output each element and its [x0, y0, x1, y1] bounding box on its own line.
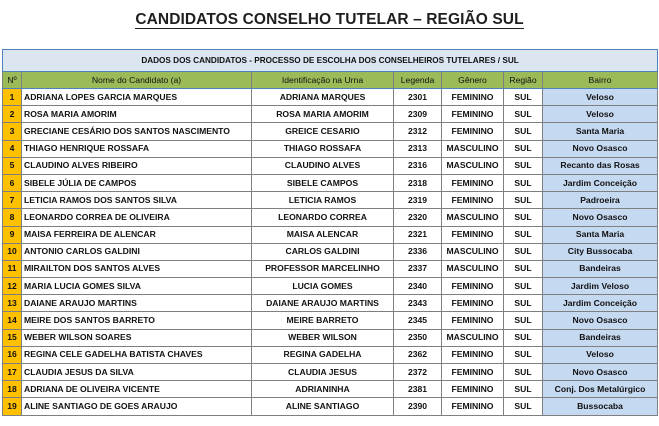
table-row: [3, 174, 658, 191]
header-urna: Identificação na Urna: [252, 72, 394, 89]
cell-bairro: City Bussocaba: [543, 243, 658, 260]
cell-num: 2: [3, 106, 22, 123]
cell-genero: FEMININO: [442, 123, 504, 140]
cell-regiao: SUL: [504, 312, 543, 329]
cell-num: 19: [3, 398, 22, 415]
cell-bairro: Bandeiras: [543, 329, 658, 346]
cell-name: CLAUDIA JESUS DA SILVA: [22, 364, 252, 381]
cell-name: GRECIANE CESÁRIO DOS SANTOS NASCIMENTO: [22, 123, 252, 140]
cell-num: 9: [3, 226, 22, 243]
cell-legenda: 2362: [394, 346, 442, 363]
cell-bairro: Bussocaba: [543, 398, 658, 415]
cell-regiao: SUL: [504, 243, 543, 260]
cell-name: ROSA MARIA AMORIM: [22, 106, 252, 123]
cell-legenda: 2372: [394, 364, 442, 381]
table-row: [3, 157, 658, 174]
cell-num: 8: [3, 209, 22, 226]
table-row: [3, 364, 658, 381]
cell-name: WEBER WILSON SOARES: [22, 329, 252, 346]
cell-name: DAIANE ARAUJO MARTINS: [22, 295, 252, 312]
cell-urna: ROSA MARIA AMORIM: [252, 106, 394, 123]
cell-genero: FEMININO: [442, 295, 504, 312]
cell-legenda: 2381: [394, 381, 442, 398]
cell-legenda: 2350: [394, 329, 442, 346]
cell-bairro: Novo Osasco: [543, 140, 658, 157]
header-bairro: Bairro: [543, 72, 658, 89]
cell-genero: FEMININO: [442, 174, 504, 191]
cell-urna: DAIANE ARAUJO MARTINS: [252, 295, 394, 312]
header-regiao: Região: [504, 72, 543, 89]
cell-name: MAISA FERREIRA DE ALENCAR: [22, 226, 252, 243]
cell-num: 11: [3, 260, 22, 277]
cell-regiao: SUL: [504, 398, 543, 415]
cell-urna: THIAGO ROSSAFA: [252, 140, 394, 157]
cell-name: THIAGO HENRIQUE ROSSAFA: [22, 140, 252, 157]
table-row: [3, 192, 658, 209]
cell-regiao: SUL: [504, 89, 543, 106]
table-row: [3, 226, 658, 243]
cell-regiao: SUL: [504, 226, 543, 243]
cell-bairro: Novo Osasco: [543, 364, 658, 381]
cell-name: LETICIA RAMOS DOS SANTOS SILVA: [22, 192, 252, 209]
table-row: [3, 140, 658, 157]
cell-num: 18: [3, 381, 22, 398]
cell-genero: FEMININO: [442, 89, 504, 106]
cell-regiao: SUL: [504, 295, 543, 312]
cell-name: ADRIANA LOPES GARCIA MARQUES: [22, 89, 252, 106]
cell-legenda: 2345: [394, 312, 442, 329]
cell-regiao: SUL: [504, 260, 543, 277]
cell-bairro: Novo Osasco: [543, 312, 658, 329]
cell-num: 5: [3, 157, 22, 174]
cell-num: 15: [3, 329, 22, 346]
cell-legenda: 2390: [394, 398, 442, 415]
table-row: [3, 398, 658, 415]
cell-bairro: Veloso: [543, 346, 658, 363]
cell-legenda: 2336: [394, 243, 442, 260]
cell-urna: CARLOS GALDINI: [252, 243, 394, 260]
cell-genero: MASCULINO: [442, 157, 504, 174]
cell-genero: MASCULINO: [442, 209, 504, 226]
cell-bairro: Padroeira: [543, 192, 658, 209]
cell-genero: FEMININO: [442, 106, 504, 123]
cell-legenda: 2321: [394, 226, 442, 243]
cell-bairro: Santa Maria: [543, 226, 658, 243]
cell-name: ANTONIO CARLOS GALDINI: [22, 243, 252, 260]
table-header-row: [3, 72, 658, 89]
cell-bairro: Jardim Conceição: [543, 295, 658, 312]
cell-bairro: Veloso: [543, 106, 658, 123]
cell-num: 13: [3, 295, 22, 312]
table-row: [3, 312, 658, 329]
cell-legenda: 2316: [394, 157, 442, 174]
cell-name: ADRIANA DE OLIVEIRA VICENTE: [22, 381, 252, 398]
cell-num: 4: [3, 140, 22, 157]
cell-urna: WEBER WILSON: [252, 329, 394, 346]
cell-genero: MASCULINO: [442, 329, 504, 346]
cell-regiao: SUL: [504, 364, 543, 381]
table-row: [3, 278, 658, 295]
cell-urna: PROFESSOR MARCELINHO: [252, 260, 394, 277]
header-name: Nome do Candidato (a): [22, 72, 252, 89]
cell-regiao: SUL: [504, 140, 543, 157]
cell-urna: GREICE CESARIO: [252, 123, 394, 140]
cell-legenda: 2343: [394, 295, 442, 312]
cell-urna: REGINA GADELHA: [252, 346, 394, 363]
cell-legenda: 2312: [394, 123, 442, 140]
page-title-text: CANDIDATOS CONSELHO TUTELAR – REGIÃO SUL: [135, 11, 524, 28]
cell-regiao: SUL: [504, 174, 543, 191]
table-row: [3, 260, 658, 277]
cell-name: LEONARDO CORREA DE OLIVEIRA: [22, 209, 252, 226]
table-row: [3, 106, 658, 123]
cell-legenda: 2318: [394, 174, 442, 191]
cell-genero: FEMININO: [442, 192, 504, 209]
table-row: [3, 329, 658, 346]
cell-num: 7: [3, 192, 22, 209]
cell-regiao: SUL: [504, 157, 543, 174]
table-row: [3, 243, 658, 260]
cell-urna: ALINE SANTIAGO: [252, 398, 394, 415]
cell-bairro: Santa Maria: [543, 123, 658, 140]
table-row: [3, 209, 658, 226]
cell-genero: MASCULINO: [442, 260, 504, 277]
cell-name: CLAUDINO ALVES RIBEIRO: [22, 157, 252, 174]
cell-urna: SIBELE CAMPOS: [252, 174, 394, 191]
cell-num: 3: [3, 123, 22, 140]
cell-bairro: Jardim Veloso: [543, 278, 658, 295]
cell-genero: FEMININO: [442, 364, 504, 381]
cell-urna: LUCIA GOMES: [252, 278, 394, 295]
cell-num: 1: [3, 89, 22, 106]
cell-legenda: 2319: [394, 192, 442, 209]
table-row: [3, 381, 658, 398]
cell-urna: CLAUDINO ALVES: [252, 157, 394, 174]
cell-bairro: Jardim Conceição: [543, 174, 658, 191]
header-num: Nº: [3, 72, 22, 89]
cell-legenda: 2301: [394, 89, 442, 106]
candidates-table: [2, 49, 658, 416]
cell-bairro: Novo Osasco: [543, 209, 658, 226]
cell-urna: ADRIANA MARQUES: [252, 89, 394, 106]
cell-urna: MAISA ALENCAR: [252, 226, 394, 243]
cell-urna: LETICIA RAMOS: [252, 192, 394, 209]
cell-regiao: SUL: [504, 278, 543, 295]
cell-regiao: SUL: [504, 123, 543, 140]
cell-regiao: SUL: [504, 381, 543, 398]
cell-genero: MASCULINO: [442, 243, 504, 260]
cell-legenda: 2337: [394, 260, 442, 277]
cell-regiao: SUL: [504, 209, 543, 226]
cell-name: ALINE SANTIAGO DE GOES ARAUJO: [22, 398, 252, 415]
page-title: [0, 11, 659, 29]
cell-legenda: 2313: [394, 140, 442, 157]
cell-legenda: 2340: [394, 278, 442, 295]
cell-num: 14: [3, 312, 22, 329]
cell-name: SIBELE JÚLIA DE CAMPOS: [22, 174, 252, 191]
table-row: [3, 295, 658, 312]
cell-bairro: Conj. Dos Metalúrgico: [543, 381, 658, 398]
table-row: [3, 123, 658, 140]
cell-urna: ADRIANINHA: [252, 381, 394, 398]
cell-urna: MEIRE BARRETO: [252, 312, 394, 329]
cell-num: 12: [3, 278, 22, 295]
cell-urna: CLAUDIA JESUS: [252, 364, 394, 381]
header-genero: Gênero: [442, 72, 504, 89]
cell-num: 6: [3, 174, 22, 191]
cell-regiao: SUL: [504, 192, 543, 209]
cell-genero: FEMININO: [442, 381, 504, 398]
table-row: [3, 89, 658, 106]
cell-bairro: Veloso: [543, 89, 658, 106]
cell-bairro: Bandeiras: [543, 260, 658, 277]
cell-genero: FEMININO: [442, 226, 504, 243]
cell-bairro: Recanto das Rosas: [543, 157, 658, 174]
cell-legenda: 2320: [394, 209, 442, 226]
table-caption: DADOS DOS CANDIDATOS - PROCESSO DE ESCOLHA DOS CONSELHEIROS TUTELARES / SUL: [3, 50, 658, 72]
cell-regiao: SUL: [504, 106, 543, 123]
cell-urna: LEONARDO CORREA: [252, 209, 394, 226]
cell-name: MARIA LUCIA GOMES SILVA: [22, 278, 252, 295]
cell-genero: FEMININO: [442, 346, 504, 363]
cell-legenda: 2309: [394, 106, 442, 123]
cell-regiao: SUL: [504, 346, 543, 363]
cell-genero: FEMININO: [442, 398, 504, 415]
cell-name: MEIRE DOS SANTOS BARRETO: [22, 312, 252, 329]
header-legenda: Legenda: [394, 72, 442, 89]
cell-genero: FEMININO: [442, 278, 504, 295]
cell-regiao: SUL: [504, 329, 543, 346]
cell-name: REGINA CELE GADELHA BATISTA CHAVES: [22, 346, 252, 363]
cell-name: MIRAILTON DOS SANTOS ALVES: [22, 260, 252, 277]
cell-num: 17: [3, 364, 22, 381]
cell-genero: FEMININO: [442, 312, 504, 329]
cell-num: 10: [3, 243, 22, 260]
table-row: [3, 346, 658, 363]
table-caption-row: [3, 50, 658, 72]
cell-num: 16: [3, 346, 22, 363]
cell-genero: MASCULINO: [442, 140, 504, 157]
